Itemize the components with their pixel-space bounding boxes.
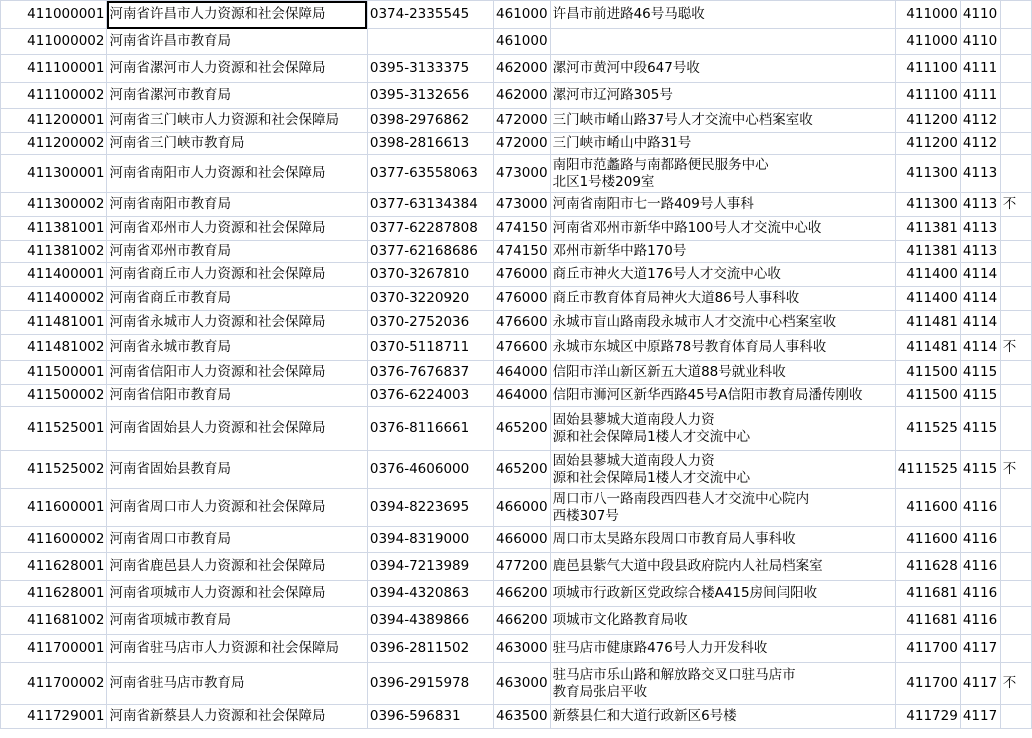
cell-code[interactable]: 411200001 — [1, 109, 107, 133]
cell-region-code[interactable]: 411600 — [895, 489, 960, 527]
address-line: 源和社会保障局1楼人才交流中心 — [552, 469, 751, 486]
table-row — [1, 287, 1032, 311]
cell-region-code[interactable]: 411700 — [895, 663, 960, 705]
address-line: 项城市文化路教育局收 — [552, 612, 688, 628]
cell-phone[interactable]: 0394-4389866 — [367, 607, 493, 635]
cell-phone[interactable]: 0398-2816613 — [367, 133, 493, 155]
address-line: 三门峡市崤山路37号人才交流中心档案室收 — [552, 112, 813, 128]
cell-unit[interactable]: 河南省项城市人力资源和社会保障局 — [107, 581, 367, 607]
cell-code[interactable]: 411525002 — [1, 451, 107, 489]
cell-unit[interactable]: 河南省周口市教育局 — [107, 527, 367, 553]
cell-note[interactable]: 不 — [1000, 193, 1031, 217]
cell-phone[interactable]: 0377-62168686 — [367, 241, 493, 263]
cell-address[interactable] — [550, 451, 895, 489]
address-line: 鹿邑县紫气大道中段县政府院内人社局档案室 — [552, 558, 823, 574]
cell-address[interactable] — [550, 287, 895, 311]
table-row — [1, 155, 1032, 193]
cell-code[interactable]: 411600002 — [1, 527, 107, 553]
cell-code[interactable]: 411525001 — [1, 407, 107, 451]
cell-code[interactable]: 411100002 — [1, 83, 107, 109]
cell-code[interactable]: 411200002 — [1, 133, 107, 155]
address-line: 固始县蓼城大道南段人力资 — [552, 452, 715, 469]
cell-code[interactable]: 411681002 — [1, 607, 107, 635]
cell-note[interactable] — [1000, 29, 1031, 55]
cell-note[interactable]: 不 — [1000, 451, 1031, 489]
cell-phone[interactable]: 0376-4606000 — [367, 451, 493, 489]
cell-region-prefix[interactable]: 4116 — [960, 527, 1000, 553]
cell-code[interactable]: 411500001 — [1, 361, 107, 385]
cell-zip[interactable]: 476000 — [494, 263, 551, 287]
address-line: 驻马店市乐山路和解放路交叉口驻马店市 — [552, 666, 796, 683]
cell-region-code[interactable]: 411500 — [895, 361, 960, 385]
cell-region-prefix[interactable]: 4115 — [960, 385, 1000, 407]
cell-region-code[interactable]: 411500 — [895, 385, 960, 407]
cell-unit[interactable]: 河南省许昌市教育局 — [107, 29, 367, 55]
cell-zip[interactable]: 472000 — [494, 109, 551, 133]
cell-region-code[interactable]: 411681 — [895, 581, 960, 607]
cell-region-code[interactable]: 411381 — [895, 241, 960, 263]
cell-region-code[interactable]: 411300 — [895, 155, 960, 193]
cell-phone[interactable]: 0370-3220920 — [367, 287, 493, 311]
cell-zip[interactable]: 476000 — [494, 287, 551, 311]
cell-address[interactable] — [550, 263, 895, 287]
cell-note[interactable] — [1000, 311, 1031, 335]
cell-region-prefix[interactable]: 4113 — [960, 217, 1000, 241]
cell-phone[interactable]: 0394-8223695 — [367, 489, 493, 527]
cell-zip[interactable]: 462000 — [494, 55, 551, 83]
address-line: 教育局张启平收 — [552, 683, 648, 700]
cell-address[interactable] — [550, 581, 895, 607]
cell-address[interactable] — [550, 193, 895, 217]
cell-zip[interactable]: 466000 — [494, 489, 551, 527]
cell-phone[interactable]: 0394-4320863 — [367, 581, 493, 607]
cell-region-prefix[interactable]: 4117 — [960, 663, 1000, 705]
address-line: 信阳市洋山新区新五大道88号就业科收 — [552, 364, 786, 380]
cell-address[interactable] — [550, 241, 895, 263]
address-line: 河南省南阳市七一路409号人事科 — [552, 196, 754, 212]
cell-address[interactable] — [550, 311, 895, 335]
cell-code[interactable]: 411600001 — [1, 489, 107, 527]
cell-phone[interactable]: 0374-2335545 — [367, 1, 493, 29]
table-row — [1, 553, 1032, 581]
cell-phone[interactable] — [367, 29, 493, 55]
cell-region-code[interactable]: 411381 — [895, 217, 960, 241]
cell-code[interactable]: 411481002 — [1, 335, 107, 361]
cell-address[interactable] — [550, 83, 895, 109]
cell-zip[interactable]: 464000 — [494, 385, 551, 407]
cell-phone[interactable]: 0398-2976862 — [367, 109, 493, 133]
table-row — [1, 29, 1032, 55]
cell-address[interactable] — [550, 607, 895, 635]
table-row — [1, 311, 1032, 335]
cell-region-prefix[interactable]: 4116 — [960, 607, 1000, 635]
address-line: 北区1号楼209室 — [552, 173, 655, 190]
cell-phone[interactable]: 0376-8116661 — [367, 407, 493, 451]
table-row — [1, 489, 1032, 527]
cell-region-code[interactable]: 411200 — [895, 109, 960, 133]
cell-note[interactable] — [1000, 581, 1031, 607]
cell-unit[interactable]: 河南省南阳市教育局 — [107, 193, 367, 217]
cell-region-prefix[interactable]: 4112 — [960, 133, 1000, 155]
cell-note[interactable] — [1000, 217, 1031, 241]
cell-note[interactable] — [1000, 489, 1031, 527]
table-row — [1, 193, 1032, 217]
cell-region-code[interactable]: 411681 — [895, 607, 960, 635]
cell-phone[interactable]: 0394-7213989 — [367, 553, 493, 581]
cell-zip[interactable]: 463500 — [494, 705, 551, 729]
table-row — [1, 705, 1032, 729]
cell-code[interactable]: 411400001 — [1, 263, 107, 287]
cell-region-code[interactable]: 411400 — [895, 287, 960, 311]
address-line: 项城市行政新区党政综合楼A415房间闫阳收 — [552, 585, 818, 601]
cell-address[interactable] — [550, 55, 895, 83]
cell-region-code[interactable]: 411600 — [895, 527, 960, 553]
cell-region-prefix[interactable]: 4117 — [960, 705, 1000, 729]
table-row — [1, 217, 1032, 241]
cell-zip[interactable]: 466200 — [494, 607, 551, 635]
table-row — [1, 241, 1032, 263]
cell-region-prefix[interactable]: 4116 — [960, 553, 1000, 581]
cell-address[interactable] — [550, 109, 895, 133]
cell-region-code[interactable]: 411700 — [895, 635, 960, 663]
address-line: 河南省邓州市新华中路100号人才交流中心收 — [552, 220, 822, 236]
cell-note[interactable] — [1000, 553, 1031, 581]
address-line: 商丘市神火大道176号人才交流中心收 — [552, 266, 781, 282]
table-row — [1, 55, 1032, 83]
cell-phone[interactable]: 0370-5118711 — [367, 335, 493, 361]
cell-zip[interactable]: 476600 — [494, 335, 551, 361]
table-row — [1, 581, 1032, 607]
cell-unit[interactable]: 河南省三门峡市人力资源和社会保障局 — [107, 109, 367, 133]
cell-zip[interactable]: 462000 — [494, 83, 551, 109]
cell-unit[interactable]: 河南省驻马店市人力资源和社会保障局 — [107, 635, 367, 663]
cell-phone[interactable]: 0377-62287808 — [367, 217, 493, 241]
cell-zip[interactable]: 474150 — [494, 217, 551, 241]
cell-zip[interactable]: 463000 — [494, 663, 551, 705]
table-row — [1, 527, 1032, 553]
cell-region-prefix[interactable]: 4114 — [960, 335, 1000, 361]
cell-unit[interactable]: 河南省漯河市教育局 — [107, 83, 367, 109]
cell-code[interactable]: 411628001 — [1, 553, 107, 581]
cell-unit[interactable]: 河南省信阳市人力资源和社会保障局 — [107, 361, 367, 385]
cell-region-code[interactable]: 411628 — [895, 553, 960, 581]
cell-region-prefix[interactable]: 4110 — [960, 1, 1000, 29]
cell-region-prefix[interactable]: 4115 — [960, 361, 1000, 385]
table-row — [1, 83, 1032, 109]
address-line: 周口市八一路南段西四巷人才交流中心院内 — [552, 490, 810, 507]
cell-note[interactable] — [1000, 407, 1031, 451]
cell-code[interactable]: 411300001 — [1, 155, 107, 193]
table-row — [1, 385, 1032, 407]
cell-region-code[interactable]: 411525 — [895, 407, 960, 451]
cell-region-prefix[interactable]: 4116 — [960, 581, 1000, 607]
cell-phone[interactable]: 0394-8319000 — [367, 527, 493, 553]
cell-address[interactable] — [550, 133, 895, 155]
address-line: 漯河市黄河中段647号收 — [552, 60, 700, 76]
table-row — [1, 335, 1032, 361]
cell-region-prefix[interactable]: 4110 — [960, 29, 1000, 55]
cell-unit[interactable]: 河南省鹿邑县人力资源和社会保障局 — [107, 553, 367, 581]
cell-address[interactable] — [550, 663, 895, 705]
cell-region-code[interactable]: 411000 — [895, 1, 960, 29]
cell-note[interactable] — [1000, 635, 1031, 663]
cell-unit[interactable]: 河南省南阳市人力资源和社会保障局 — [107, 155, 367, 193]
cell-phone[interactable]: 0395-3133375 — [367, 55, 493, 83]
cell-address[interactable] — [550, 489, 895, 527]
table-row — [1, 451, 1032, 489]
cell-note[interactable] — [1000, 109, 1031, 133]
cell-code[interactable]: 411000001 — [1, 1, 107, 29]
cell-code[interactable]: 411000002 — [1, 29, 107, 55]
cell-address[interactable] — [550, 553, 895, 581]
cell-region-code[interactable]: 411481 — [895, 335, 960, 361]
cell-region-code[interactable]: 411200 — [895, 133, 960, 155]
cell-unit[interactable]: 河南省商丘市人力资源和社会保障局 — [107, 263, 367, 287]
grid-body — [1, 1, 1032, 729]
cell-code[interactable]: 411729001 — [1, 705, 107, 729]
cell-phone[interactable]: 0370-3267810 — [367, 263, 493, 287]
cell-note[interactable] — [1000, 83, 1031, 109]
cell-unit[interactable]: 河南省永城市教育局 — [107, 335, 367, 361]
cell-unit[interactable]: 河南省商丘市教育局 — [107, 287, 367, 311]
cell-code[interactable]: 411381001 — [1, 217, 107, 241]
cell-address[interactable] — [550, 407, 895, 451]
cell-note[interactable] — [1000, 241, 1031, 263]
address-line: 永城市东城区中原路78号教育体育局人事科收 — [552, 339, 827, 355]
cell-unit[interactable]: 河南省漯河市人力资源和社会保障局 — [107, 55, 367, 83]
table-row — [1, 263, 1032, 287]
cell-zip[interactable]: 465200 — [494, 451, 551, 489]
cell-code[interactable]: 411300002 — [1, 193, 107, 217]
cell-address[interactable] — [550, 1, 895, 29]
cell-address[interactable] — [550, 335, 895, 361]
cell-region-code[interactable]: 411729 — [895, 705, 960, 729]
cell-region-prefix[interactable]: 4114 — [960, 311, 1000, 335]
table-row — [1, 133, 1032, 155]
cell-unit[interactable]: 河南省许昌市人力资源和社会保障局 — [107, 1, 367, 29]
cell-note[interactable] — [1000, 527, 1031, 553]
cell-unit[interactable]: 河南省驻马店市教育局 — [107, 663, 367, 705]
table-row — [1, 407, 1032, 451]
cell-region-code[interactable]: 4111525 — [895, 451, 960, 489]
cell-code[interactable]: 411628001 — [1, 581, 107, 607]
cell-phone[interactable]: 0377-63134384 — [367, 193, 493, 217]
cell-phone[interactable]: 0396-2811502 — [367, 635, 493, 663]
cell-zip[interactable]: 464000 — [494, 361, 551, 385]
cell-region-code[interactable]: 411100 — [895, 55, 960, 83]
cell-note[interactable]: 不 — [1000, 335, 1031, 361]
table-row — [1, 663, 1032, 705]
cell-address[interactable] — [550, 361, 895, 385]
cell-note[interactable] — [1000, 263, 1031, 287]
cell-unit[interactable]: 河南省邓州市人力资源和社会保障局 — [107, 217, 367, 241]
cell-unit[interactable]: 河南省新蔡县人力资源和社会保障局 — [107, 705, 367, 729]
cell-zip[interactable]: 474150 — [494, 241, 551, 263]
address-line: 三门峡市崤山中路31号 — [552, 135, 692, 151]
cell-unit[interactable]: 河南省固始县人力资源和社会保障局 — [107, 407, 367, 451]
table-row — [1, 109, 1032, 133]
cell-note[interactable] — [1000, 705, 1031, 729]
cell-region-prefix[interactable]: 4113 — [960, 155, 1000, 193]
cell-region-prefix[interactable]: 4114 — [960, 287, 1000, 311]
cell-zip[interactable]: 477200 — [494, 553, 551, 581]
cell-note[interactable] — [1000, 287, 1031, 311]
cell-region-code[interactable]: 411400 — [895, 263, 960, 287]
cell-zip[interactable]: 463000 — [494, 635, 551, 663]
cell-phone[interactable]: 0376-6224003 — [367, 385, 493, 407]
table-row — [1, 361, 1032, 385]
address-line: 南阳市范蠡路与南都路便民服务中心 — [552, 156, 769, 173]
cell-unit[interactable]: 河南省固始县教育局 — [107, 451, 367, 489]
cell-region-code[interactable]: 411481 — [895, 311, 960, 335]
cell-note[interactable] — [1000, 133, 1031, 155]
address-line: 漯河市辽河路305号 — [552, 87, 673, 103]
cell-phone[interactable]: 0396-2915978 — [367, 663, 493, 705]
cell-address[interactable] — [550, 705, 895, 729]
cell-region-prefix[interactable]: 4111 — [960, 83, 1000, 109]
cell-address[interactable] — [550, 635, 895, 663]
cell-zip[interactable]: 472000 — [494, 133, 551, 155]
address-line: 周口市太昊路东段周口市教育局人事科收 — [552, 531, 796, 547]
cell-unit[interactable]: 河南省永城市人力资源和社会保障局 — [107, 311, 367, 335]
cell-unit[interactable]: 河南省信阳市教育局 — [107, 385, 367, 407]
cell-zip[interactable]: 466200 — [494, 581, 551, 607]
cell-zip[interactable]: 465200 — [494, 407, 551, 451]
table-row — [1, 635, 1032, 663]
cell-region-prefix[interactable]: 4113 — [960, 193, 1000, 217]
cell-region-prefix[interactable]: 4111 — [960, 55, 1000, 83]
cell-region-prefix[interactable]: 4115 — [960, 451, 1000, 489]
cell-region-prefix[interactable]: 4117 — [960, 635, 1000, 663]
cell-phone[interactable]: 0395-3132656 — [367, 83, 493, 109]
cell-zip[interactable]: 476600 — [494, 311, 551, 335]
cell-code[interactable]: 411381002 — [1, 241, 107, 263]
cell-code[interactable]: 411500002 — [1, 385, 107, 407]
cell-note[interactable] — [1000, 1, 1031, 29]
address-line: 新蔡县仁和大道行政新区6号楼 — [552, 708, 737, 724]
cell-phone[interactable]: 0370-2752036 — [367, 311, 493, 335]
cell-code[interactable]: 411700002 — [1, 663, 107, 705]
cell-address[interactable] — [550, 217, 895, 241]
cell-region-prefix[interactable]: 4116 — [960, 489, 1000, 527]
cell-region-code[interactable]: 411100 — [895, 83, 960, 109]
cell-unit[interactable]: 河南省邓州市教育局 — [107, 241, 367, 263]
cell-note[interactable]: 不 — [1000, 663, 1031, 705]
cell-address[interactable] — [550, 527, 895, 553]
cell-unit[interactable]: 河南省三门峡市教育局 — [107, 133, 367, 155]
address-line: 永城市盲山路南段永城市人才交流中心档案室收 — [552, 314, 837, 330]
cell-phone[interactable]: 0396-596831 — [367, 705, 493, 729]
cell-code[interactable]: 411481001 — [1, 311, 107, 335]
cell-note[interactable] — [1000, 361, 1031, 385]
cell-address[interactable] — [550, 385, 895, 407]
cell-region-prefix[interactable]: 4114 — [960, 263, 1000, 287]
address-line: 固始县蓼城大道南段人力资 — [552, 411, 715, 428]
cell-note[interactable] — [1000, 607, 1031, 635]
table-row — [1, 607, 1032, 635]
address-line: 邓州市新华中路170号 — [552, 243, 687, 259]
cell-region-prefix[interactable]: 4115 — [960, 407, 1000, 451]
cell-code[interactable]: 411100001 — [1, 55, 107, 83]
cell-region-prefix[interactable]: 4112 — [960, 109, 1000, 133]
cell-phone[interactable]: 0377-63558063 — [367, 155, 493, 193]
cell-unit[interactable]: 河南省周口市人力资源和社会保障局 — [107, 489, 367, 527]
cell-region-code[interactable]: 411000 — [895, 29, 960, 55]
cell-region-code[interactable]: 411300 — [895, 193, 960, 217]
address-line: 信阳市浉河区新华西路45号A信阳市教育局潘传刚收 — [552, 387, 863, 403]
address-line: 驻马店市健康路476号人力开发科收 — [552, 640, 768, 656]
cell-address[interactable] — [550, 155, 895, 193]
cell-note[interactable] — [1000, 55, 1031, 83]
cell-region-prefix[interactable]: 4113 — [960, 241, 1000, 263]
cell-zip[interactable]: 461000 — [494, 29, 551, 55]
cell-address[interactable] — [550, 29, 895, 55]
address-line: 西楼307号 — [552, 507, 619, 524]
cell-zip[interactable]: 473000 — [494, 193, 551, 217]
cell-code[interactable]: 411700001 — [1, 635, 107, 663]
address-line: 许昌市前进路46号马聪收 — [552, 6, 705, 22]
cell-zip[interactable]: 461000 — [494, 1, 551, 29]
cell-note[interactable] — [1000, 385, 1031, 407]
cell-code[interactable]: 411400002 — [1, 287, 107, 311]
cell-note[interactable] — [1000, 155, 1031, 193]
address-line: 源和社会保障局1楼人才交流中心 — [552, 428, 751, 445]
address-line: 商丘市教育体育局神火大道86号人事科收 — [552, 290, 800, 306]
cell-zip[interactable]: 473000 — [494, 155, 551, 193]
cell-unit[interactable]: 河南省项城市教育局 — [107, 607, 367, 635]
cell-zip[interactable]: 466000 — [494, 527, 551, 553]
cell-phone[interactable]: 0376-7676837 — [367, 361, 493, 385]
table-row — [1, 1, 1032, 29]
